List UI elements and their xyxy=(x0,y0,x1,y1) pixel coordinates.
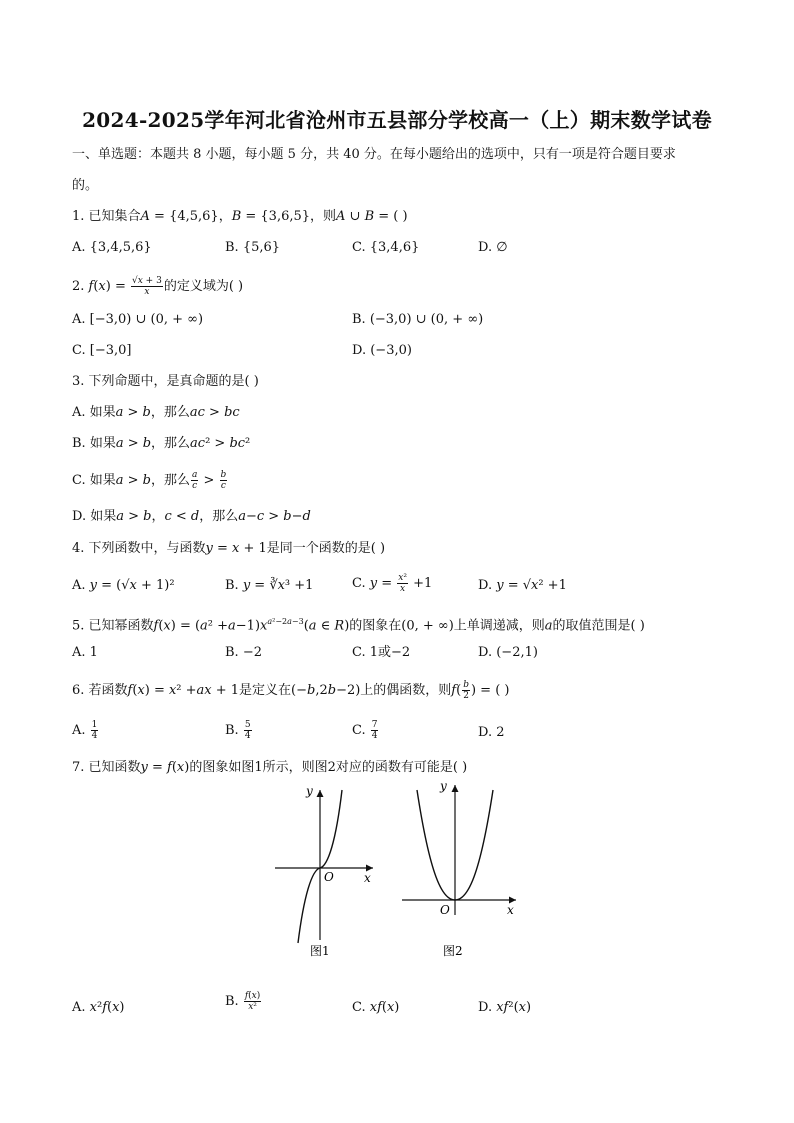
figure-2-y-label: 𝑦 xyxy=(440,779,447,793)
section-instruction-line2: 的。 xyxy=(72,178,99,193)
option-letter: B. xyxy=(225,723,243,738)
question-4-option-d: D. 𝑦 = √𝑥² +1 xyxy=(478,578,567,593)
frac-denominator: 𝑐 xyxy=(192,481,198,491)
question-2-suffix: 的定义域为( ) xyxy=(163,279,244,294)
question-2-numerator: √𝑥 + 3 xyxy=(132,276,162,286)
question-2-denominator: 𝑥 xyxy=(144,287,150,297)
figure-2 xyxy=(402,779,516,958)
question-5-stem xyxy=(72,613,645,635)
frac-denominator: 𝑥² xyxy=(248,1002,257,1012)
frac-numerator: 𝑓(𝑥) xyxy=(244,991,261,1001)
question-1-option-c: C. {3,4,6} xyxy=(352,240,420,255)
figure-1-caption: 图1 xyxy=(310,944,330,958)
question-6-stem-end: ) = ( ) xyxy=(470,683,510,698)
question-1-option-d: D. ∅ xyxy=(478,240,508,255)
question-6-option-b xyxy=(225,720,253,741)
figure-2-x-label: 𝑥 xyxy=(507,903,514,917)
question-2-option-b: B. (−3,0) ∪ (0, + ∞) xyxy=(352,312,484,327)
question-5-option-b: B. −2 xyxy=(225,645,262,660)
question-3-option-a: A. 如果𝑎 > 𝑏，那么𝑎𝑐 > 𝑏𝑐 xyxy=(72,405,240,420)
frac-denominator: 4 xyxy=(244,731,251,741)
question-7-option-c: C. 𝑥𝑓(𝑥) xyxy=(352,1000,400,1015)
question-7-option-b xyxy=(225,991,262,1012)
frac-denominator: 4 xyxy=(91,731,98,741)
question-6-option-c xyxy=(352,720,379,741)
question-4-stem: 4. 下列函数中，与函数𝑦 = 𝑥 + 1是同一个函数的是( ) xyxy=(72,541,386,556)
frac-denominator: 2 xyxy=(463,691,469,701)
question-2-option-d: D. (−3,0) xyxy=(352,343,412,358)
question-6-option-a xyxy=(72,720,99,741)
question-1-option-a: A. {3,4,5,6} xyxy=(72,240,152,255)
question-3-option-c-gt: > xyxy=(199,473,219,488)
frac-denominator: 4 xyxy=(371,731,378,741)
figure-2-caption: 图2 xyxy=(443,944,463,958)
question-5-stem-end: (𝑎 ∈ 𝑅)的图象在(0, + ∞)上单调递减，则𝑎的取值范围是( ) xyxy=(303,618,645,634)
question-3-option-c-frac-1 xyxy=(191,470,198,491)
question-5-exponent: 𝑎²−2𝑎−3 xyxy=(267,617,304,626)
question-7-stem: 7. 已知函数𝑦 = 𝑓(𝑥)的图象如图1所示，则图2对应的函数有可能是( ) xyxy=(72,760,468,775)
question-2-number: 2. xyxy=(72,279,89,294)
figure-1-y-label: 𝑦 xyxy=(306,784,313,798)
question-4-option-c xyxy=(352,573,432,594)
question-6-stem xyxy=(72,680,509,701)
question-5-option-a: A. 1 xyxy=(72,645,98,660)
figure-1-x-label: 𝑥 xyxy=(364,871,371,885)
question-4-option-b: B. 𝑦 = ∛𝑥³ +1 xyxy=(225,578,314,593)
question-3-stem: 3. 下列命题中，是真命题的是( ) xyxy=(72,374,259,389)
figure-1 xyxy=(275,784,373,958)
option-fraction xyxy=(91,720,99,741)
question-1-stem: 1. 已知集合𝐴 = {4,5,6}，𝐵 = {3,6,5}，则𝐴 ∪ 𝐵 = ( ) xyxy=(72,209,408,224)
question-3-option-d: D. 如果𝑎 > 𝑏，𝑐 < 𝑑，那么𝑎−𝑐 > 𝑏−𝑑 xyxy=(72,509,311,524)
frac-numerator: 𝑥² xyxy=(398,573,407,583)
frac-numerator: 𝑏 xyxy=(220,470,227,480)
question-1-option-b: B. {5,6} xyxy=(225,240,281,255)
option-fraction xyxy=(371,720,379,741)
question-5-stem-start: 5. 已知幂函数𝑓(𝑥) = (𝑎² +𝑎−1)𝑥 xyxy=(72,618,268,634)
frac-numerator: 5 xyxy=(244,720,251,730)
frac-denominator: 𝑥 xyxy=(400,584,406,594)
exam-title: 2024-2025学年河北省沧州市五县部分学校高一（上）期末数学试卷 xyxy=(82,108,712,132)
option-letter: B. xyxy=(225,994,243,1009)
question-4-option-c-fraction xyxy=(397,573,408,594)
question-4-option-a: A. 𝑦 = (√𝑥 + 1)² xyxy=(72,578,175,593)
question-3-option-c-text: C. 如果𝑎 > 𝑏，那么 xyxy=(72,473,190,488)
figure-2-origin-label: 𝑂 xyxy=(440,903,450,917)
frac-numerator: 𝑎 xyxy=(191,470,198,480)
option-letter: C. xyxy=(352,723,370,738)
question-5-option-c: C. 1或−2 xyxy=(352,645,411,660)
section-instruction-line1: 一、单选题：本题共 8 小题，每小题 5 分，共 40 分。在每小题给出的选项中，只有一项是符合题目要求 xyxy=(72,147,676,162)
option-letter: A. xyxy=(72,723,90,738)
question-2-fraction xyxy=(131,276,163,297)
question-2-stem xyxy=(72,276,243,297)
question-7-option-d: D. 𝑥𝑓²(𝑥) xyxy=(478,1000,532,1015)
option-fraction xyxy=(244,720,252,741)
question-3-option-b: B. 如果𝑎 > 𝑏，那么𝑎𝑐² > 𝑏𝑐² xyxy=(72,436,251,451)
question-6-fraction xyxy=(462,680,470,701)
question-2-option-a: A. [−3,0) ∪ (0, + ∞) xyxy=(72,312,204,327)
question-6-option-d: D. 2 xyxy=(478,725,505,740)
frac-numerator: 𝑏 xyxy=(463,680,469,690)
option-fraction xyxy=(244,991,261,1012)
question-3-option-c-frac-2 xyxy=(220,470,228,491)
frac-denominator: 𝑐 xyxy=(220,481,226,491)
question-5-option-d: D. (−2,1) xyxy=(478,645,538,660)
question-3-option-c xyxy=(72,470,228,491)
frac-numerator: 1 xyxy=(91,720,98,730)
question-6-stem-start: 6. 若函数𝑓(𝑥) = 𝑥² +𝑎𝑥 + 1是定义在(−𝑏,2𝑏−2)上的偶函数，则𝑓( xyxy=(72,683,462,698)
question-4-option-c-text: C. 𝑦 = xyxy=(352,576,397,591)
question-2-function: 𝑓(𝑥) = xyxy=(88,279,130,294)
question-7-figures xyxy=(260,775,540,970)
question-2-option-c: C. [−3,0] xyxy=(72,343,132,358)
frac-numerator: 7 xyxy=(371,720,378,730)
question-4-option-c-tail: +1 xyxy=(408,576,433,591)
question-7-option-a: A. 𝑥²𝑓(𝑥) xyxy=(72,1000,125,1015)
figure-1-origin-label: 𝑂 xyxy=(324,870,334,884)
